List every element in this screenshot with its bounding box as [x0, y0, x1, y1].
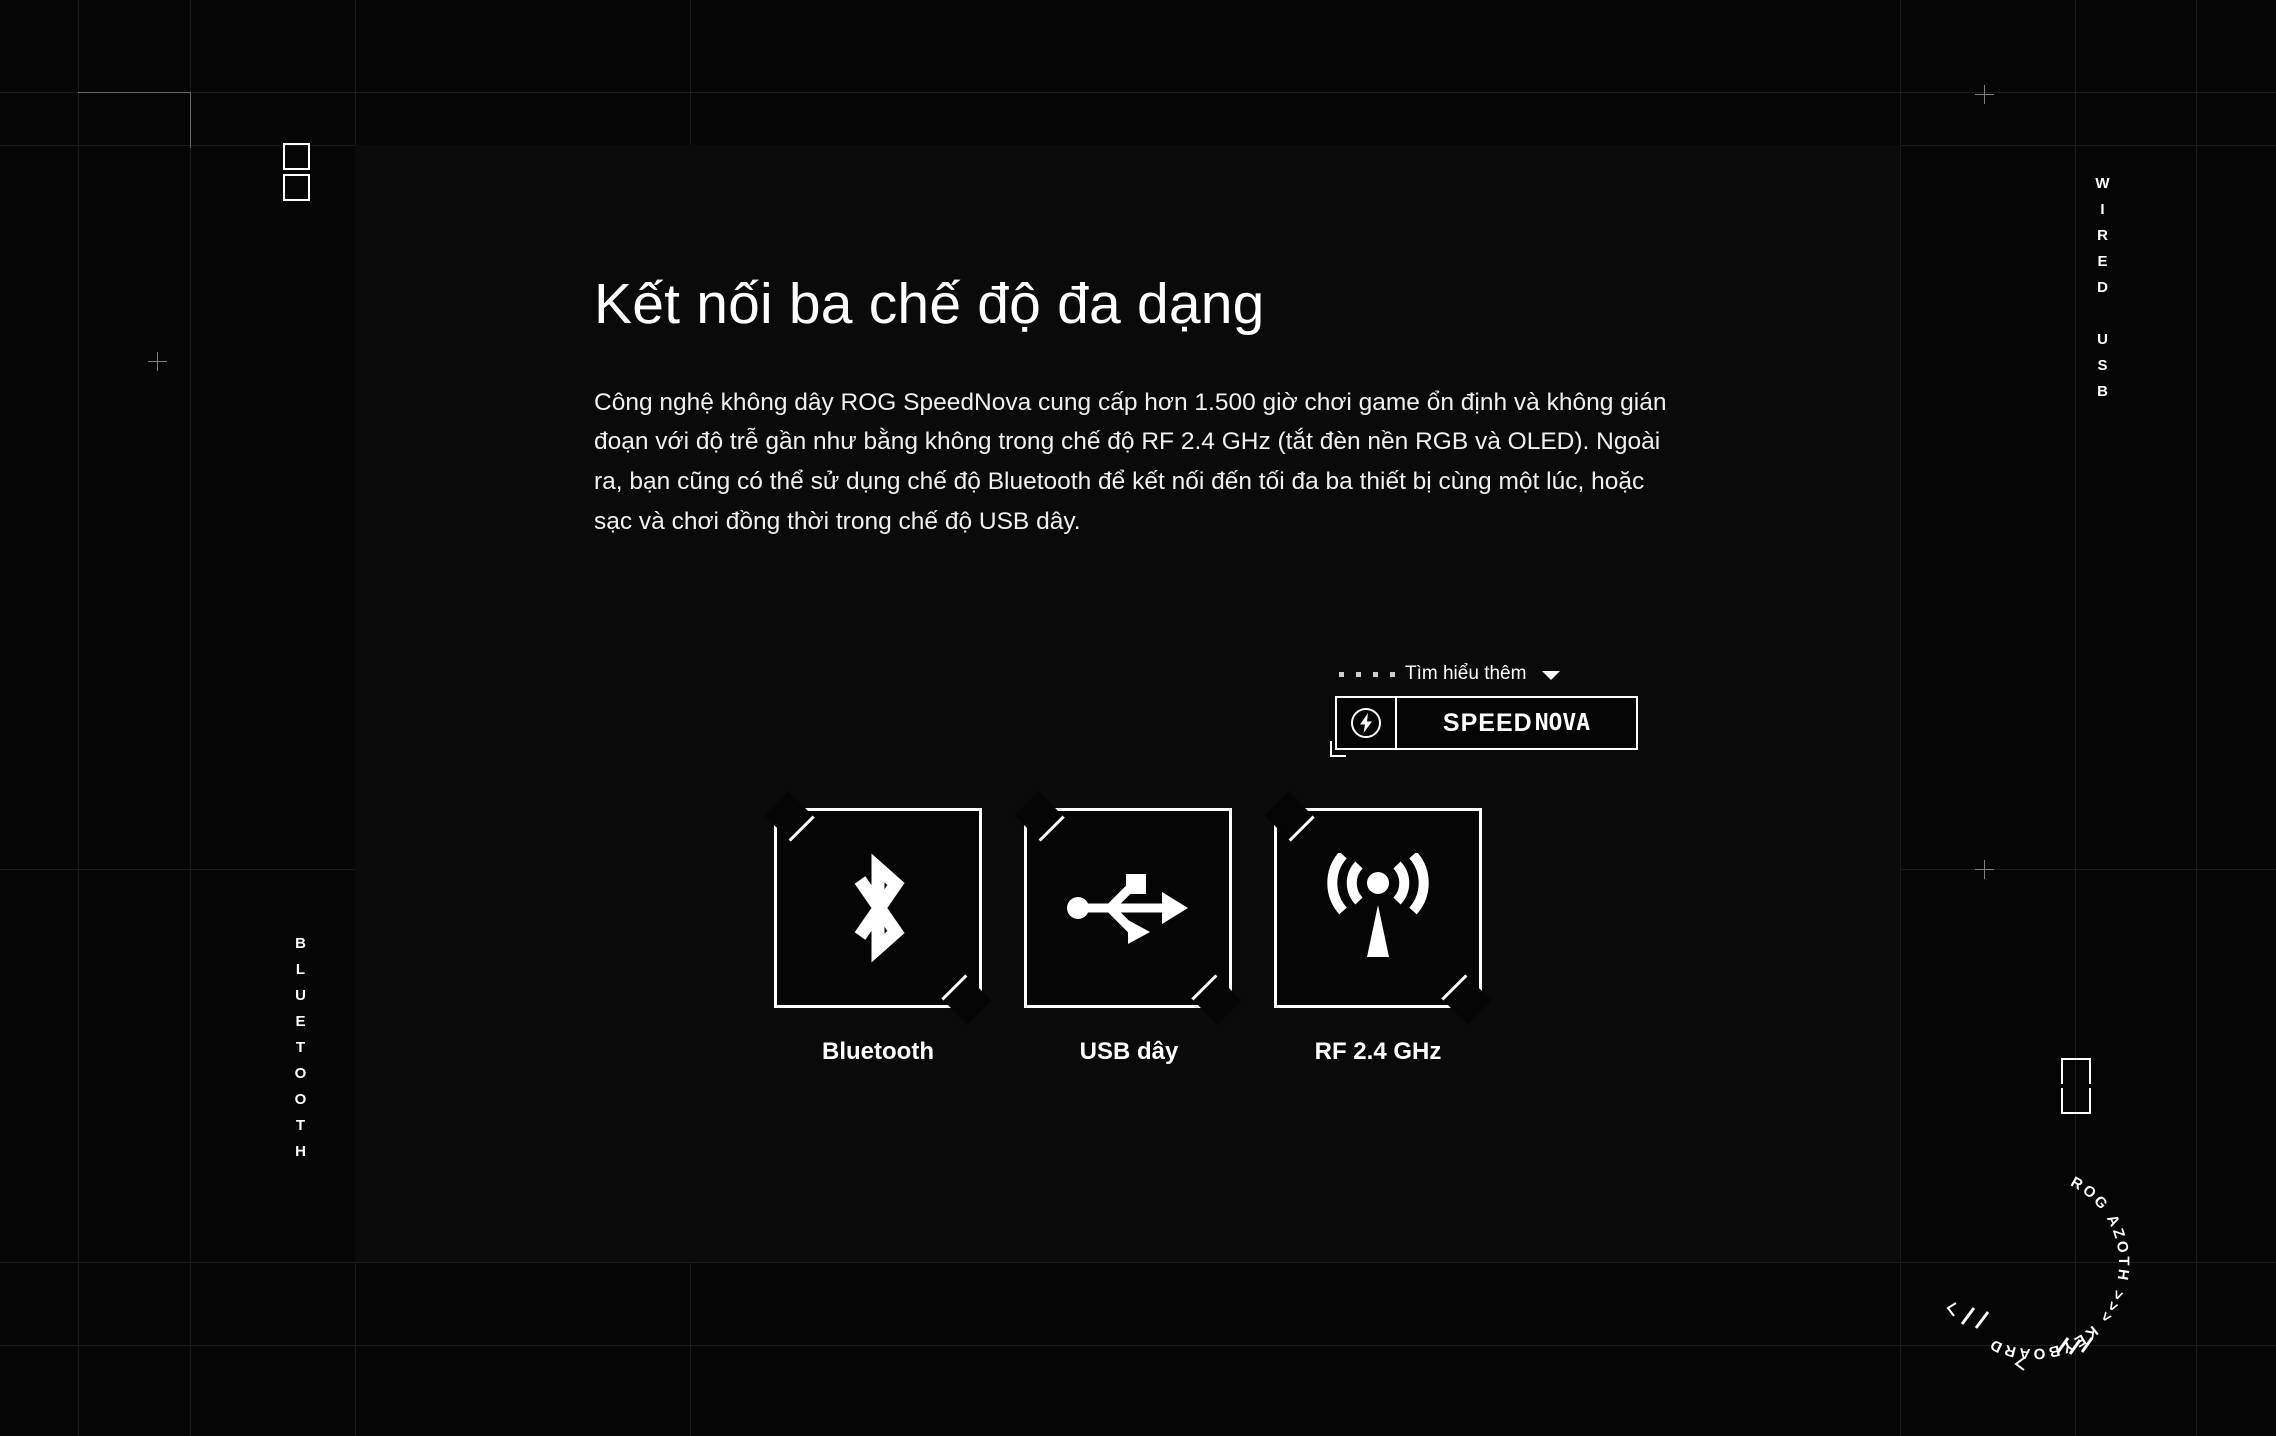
grid-line-v7 — [2196, 0, 2197, 1436]
chevron-down-icon[interactable] — [1542, 671, 1560, 680]
mode-card-bluetooth[interactable] — [774, 808, 982, 1008]
mode-card-rf[interactable] — [1274, 808, 1482, 1008]
grid-line-v2 — [190, 0, 191, 1436]
grid-line-v5 — [1900, 0, 1901, 1436]
mode-usb[interactable] — [1024, 808, 1232, 1066]
stacked-squares-icon — [283, 143, 310, 201]
mode-bluetooth[interactable] — [774, 808, 982, 1066]
speednova-badge-group — [1335, 660, 1640, 750]
tick-top-left — [78, 92, 190, 93]
crosshair-right — [1975, 860, 1994, 879]
svg-text:ROG AZOTH >>> KEYBOARD: ROG AZOTH >>> KEYBOARD — [1985, 1173, 2133, 1363]
mode-label-bluetooth: Bluetooth — [822, 1038, 934, 1065]
dotted-leader-icon — [1335, 672, 1395, 677]
mode-rf[interactable] — [1274, 808, 1482, 1066]
speednova-badge — [1335, 696, 1638, 750]
mode-label-rf: RF 2.4 GHz — [1314, 1038, 1442, 1065]
speednova-wordmark — [1397, 709, 1636, 738]
body-paragraph: Công nghệ không dây ROG SpeedNova cung cấp hơn 1.500 giờ chơi game ổn định và không gián đoạn với độ trễ gần như bằng không trong chế độ RF 2.4 GHz (tắt đèn nền RGB và OLED). Ngoài ra, bạn cũng có thể sử dụng chế độ Bluetooth để kết nối đến tối đa ba thiết bị cùng một lúc, hoặc sạc và chơi đồng thời trong chế độ USB dây. — [594, 388, 1667, 535]
text-content — [594, 272, 1714, 541]
mode-label-usb: USB dây — [1079, 1038, 1179, 1065]
speednova-word-nova: NOVA — [1534, 710, 1591, 736]
side-label-wired-usb: WIRED USB — [2094, 175, 2111, 409]
learn-more-row[interactable] — [1335, 660, 1640, 688]
crosshair-top-right — [1975, 85, 1994, 104]
lightning-bolt-icon — [1337, 698, 1397, 748]
crosshair-left — [148, 352, 167, 371]
mode-card-usb[interactable] — [1024, 808, 1232, 1008]
wireless-signal-icon — [1319, 853, 1437, 963]
learn-more-label[interactable]: Tìm hiểu thêm — [1405, 663, 1527, 684]
connection-modes — [774, 808, 1482, 1066]
page-title: Kết nối ba chế độ đa dạng — [594, 272, 1265, 336]
badge-corner-mark — [1330, 741, 1346, 757]
double-chevron-icon — [2061, 1058, 2091, 1116]
usb-icon — [1064, 862, 1192, 954]
speednova-word-speed: SPEED — [1442, 708, 1533, 737]
grid-line-h1 — [0, 92, 2276, 93]
rog-azoth-keyboard-ring — [1918, 1148, 2148, 1378]
grid-line-v1 — [78, 0, 79, 1436]
bluetooth-icon — [838, 852, 918, 964]
tick-top-left-v — [190, 92, 191, 148]
side-label-bluetooth: BLUETOOTH — [292, 935, 309, 1169]
